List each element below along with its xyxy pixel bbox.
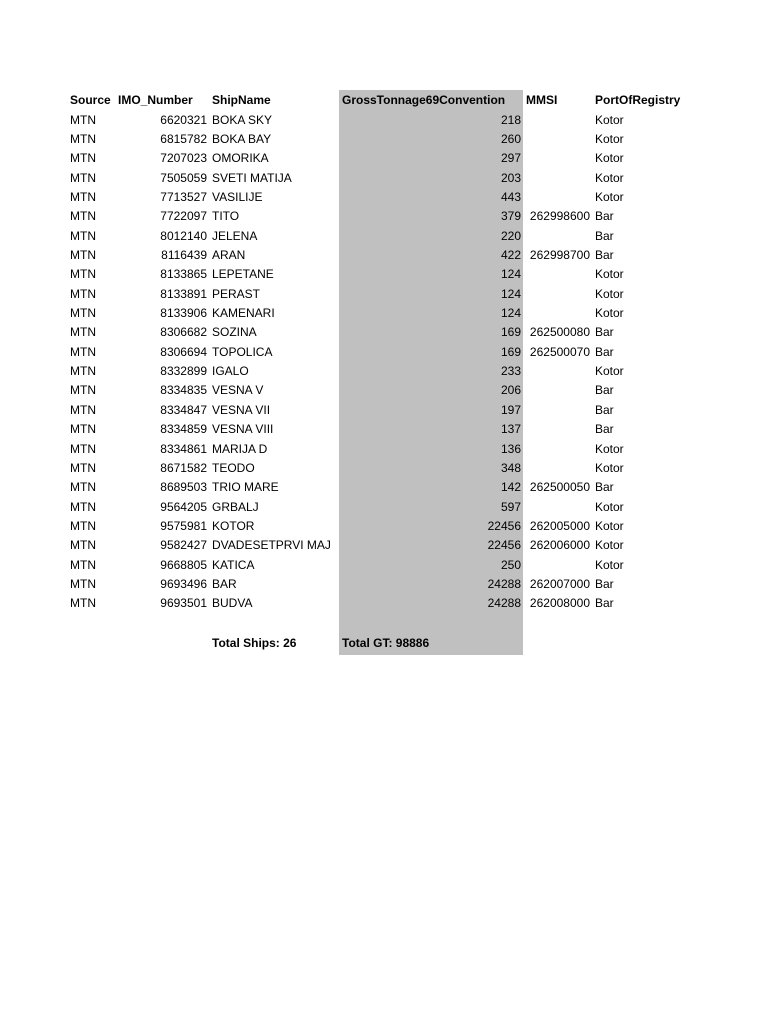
cell-ship-name: BAR: [212, 576, 237, 591]
cell-ship-name: BOKA BAY: [212, 131, 272, 146]
cell-port-of-registry: Bar: [595, 248, 614, 262]
cell-imo-number: 6815782: [160, 131, 207, 146]
cell-source: MTN: [70, 480, 96, 495]
table-row: [0, 111, 768, 130]
cell-ship-name: KAMENARI: [212, 306, 275, 320]
cell-imo-number: 8133891: [160, 286, 207, 301]
cell-imo-number: 8116439: [161, 248, 207, 262]
cell-source: MTN: [70, 306, 96, 320]
cell-port-of-registry: Kotor: [595, 538, 624, 553]
table-row: [0, 265, 768, 284]
cell-mmsi: 262998600: [529, 209, 590, 224]
cell-source: MTN: [70, 422, 96, 437]
total-gross-tonnage: Total GT: 98886: [342, 636, 430, 650]
cell-gross-tonnage: 220: [500, 228, 521, 243]
cell-source: MTN: [70, 402, 96, 417]
cell-mmsi: 262500070: [529, 344, 590, 359]
cell-ship-name: ARAN: [212, 248, 246, 262]
cell-gross-tonnage: 24288: [487, 576, 521, 591]
cell-ship-name: VESNA V: [212, 383, 264, 398]
header-port-of-registry: PortOfRegistry: [595, 93, 681, 107]
cell-ship-name: LEPETANE: [212, 267, 274, 282]
cell-ship-name: KOTOR: [212, 518, 255, 533]
cell-port-of-registry: Kotor: [595, 441, 624, 456]
table-row: [0, 169, 768, 188]
table-row: [0, 478, 768, 497]
table-row: [0, 130, 768, 149]
cell-source: MTN: [70, 112, 96, 127]
cell-imo-number: 9693501: [160, 596, 207, 611]
table-row: [0, 536, 768, 555]
cell-imo-number: 8332899: [160, 364, 207, 379]
cell-gross-tonnage: 422: [500, 248, 521, 262]
cell-source: MTN: [70, 325, 96, 340]
cell-gross-tonnage: 597: [500, 499, 521, 514]
cell-port-of-registry: Bar: [595, 576, 614, 591]
table-row: [0, 381, 768, 400]
cell-imo-number: 8334861: [160, 441, 207, 456]
cell-source: MTN: [70, 596, 96, 611]
cell-imo-number: 6620321: [160, 112, 207, 127]
cell-gross-tonnage: 169: [500, 325, 521, 340]
cell-port-of-registry: Kotor: [595, 267, 624, 282]
cell-port-of-registry: Kotor: [595, 557, 624, 572]
cell-ship-name: PERAST: [212, 286, 261, 301]
cell-ship-name: BUDVA: [212, 596, 253, 611]
cell-port-of-registry: Bar: [595, 228, 614, 243]
cell-imo-number: 8306694: [160, 344, 207, 359]
cell-port-of-registry: Kotor: [595, 364, 624, 379]
cell-imo-number: 9582427: [160, 538, 207, 553]
cell-source: MTN: [70, 441, 96, 456]
cell-imo-number: 9564205: [160, 499, 207, 514]
cell-gross-tonnage: 197: [500, 402, 521, 417]
cell-gross-tonnage: 22456: [487, 518, 521, 533]
cell-mmsi: 262998700: [529, 248, 590, 262]
cell-ship-name: IGALO: [212, 364, 249, 379]
cell-port-of-registry: Kotor: [595, 112, 624, 127]
table-row: [0, 401, 768, 420]
cell-gross-tonnage: 24288: [487, 596, 521, 611]
cell-source: MTN: [70, 499, 96, 514]
header-mmsi: MMSI: [526, 93, 558, 107]
table-row: [0, 459, 768, 478]
cell-source: MTN: [70, 267, 96, 282]
cell-imo-number: 9668805: [160, 557, 207, 572]
cell-ship-name: TOPOLICA: [212, 344, 273, 359]
cell-port-of-registry: Kotor: [595, 499, 624, 514]
cell-gross-tonnage: 137: [500, 422, 521, 437]
cell-gross-tonnage: 22456: [487, 538, 521, 553]
cell-source: MTN: [70, 344, 96, 359]
cell-port-of-registry: Kotor: [595, 170, 624, 185]
cell-imo-number: 8334835: [160, 383, 207, 398]
cell-ship-name: JELENA: [212, 228, 258, 243]
cell-source: MTN: [70, 518, 96, 533]
cell-imo-number: 7207023: [160, 151, 207, 166]
cell-source: MTN: [70, 170, 96, 185]
cell-mmsi: 262007000: [529, 576, 590, 591]
cell-gross-tonnage: 124: [500, 286, 521, 301]
cell-gross-tonnage: 443: [500, 189, 521, 204]
table-row: [0, 420, 768, 439]
cell-source: MTN: [70, 460, 96, 475]
cell-source: MTN: [70, 538, 96, 553]
cell-port-of-registry: Kotor: [595, 151, 624, 166]
cell-imo-number: 9693496: [160, 576, 207, 591]
cell-gross-tonnage: 136: [500, 441, 521, 456]
cell-imo-number: 7505059: [160, 170, 207, 185]
cell-port-of-registry: Kotor: [595, 306, 624, 320]
cell-ship-name: TITO: [212, 209, 240, 224]
cell-mmsi: 262005000: [529, 518, 590, 533]
cell-mmsi: 262500050: [529, 480, 590, 495]
table-row: [0, 343, 768, 362]
cell-ship-name: VESNA VIII: [212, 422, 274, 437]
cell-imo-number: 8671582: [160, 460, 207, 475]
table-row: [0, 594, 768, 613]
header-source: Source: [70, 93, 111, 107]
cell-port-of-registry: Kotor: [595, 460, 624, 475]
cell-source: MTN: [70, 576, 96, 591]
cell-source: MTN: [70, 364, 96, 379]
cell-source: MTN: [70, 286, 96, 301]
cell-port-of-registry: Bar: [595, 402, 614, 417]
cell-imo-number: 8334859: [160, 422, 207, 437]
cell-gross-tonnage: 142: [500, 480, 521, 495]
cell-imo-number: 8306682: [160, 325, 207, 340]
cell-source: MTN: [70, 209, 96, 224]
table-row: [0, 207, 768, 226]
table-row: [0, 362, 768, 381]
table-row: [0, 517, 768, 536]
header-ship-name: ShipName: [212, 93, 271, 107]
header-row: [0, 91, 768, 110]
cell-gross-tonnage: 124: [500, 267, 521, 282]
cell-imo-number: 8133906: [160, 306, 207, 320]
header-imo-number: IMO_Number: [118, 93, 193, 107]
cell-ship-name: GRBALJ: [212, 499, 259, 514]
cell-source: MTN: [70, 189, 96, 204]
cell-ship-name: TEODO: [212, 460, 255, 475]
cell-gross-tonnage: 218: [500, 112, 521, 127]
table-row: [0, 149, 768, 168]
cell-ship-name: VASILIJE: [212, 189, 263, 204]
table-row: [0, 285, 768, 304]
cell-gross-tonnage: 348: [500, 460, 521, 475]
cell-port-of-registry: Bar: [595, 383, 614, 398]
cell-gross-tonnage: 203: [500, 170, 521, 185]
cell-port-of-registry: Kotor: [595, 518, 624, 533]
cell-source: MTN: [70, 383, 96, 398]
cell-ship-name: KATICA: [212, 557, 255, 572]
cell-port-of-registry: Bar: [595, 344, 614, 359]
cell-port-of-registry: Kotor: [595, 131, 624, 146]
table-row: [0, 227, 768, 246]
cell-gross-tonnage: 379: [500, 209, 521, 224]
cell-imo-number: 8334847: [160, 402, 207, 417]
cell-ship-name: SVETI MATIJA: [212, 170, 292, 185]
cell-gross-tonnage: 260: [500, 131, 521, 146]
table-row: [0, 246, 768, 265]
cell-port-of-registry: Kotor: [595, 189, 624, 204]
cell-port-of-registry: Bar: [595, 325, 614, 340]
cell-ship-name: SOZINA: [212, 325, 257, 340]
cell-imo-number: 7713527: [160, 189, 207, 204]
cell-mmsi: 262006000: [529, 538, 590, 553]
table-row: [0, 556, 768, 575]
cell-gross-tonnage: 297: [500, 151, 521, 166]
cell-gross-tonnage: 250: [500, 557, 521, 572]
cell-ship-name: DVADESETPRVI MAJ: [212, 538, 331, 553]
cell-imo-number: 7722097: [160, 209, 207, 224]
cell-gross-tonnage: 169: [500, 344, 521, 359]
cell-source: MTN: [70, 557, 96, 572]
cell-port-of-registry: Bar: [595, 596, 614, 611]
totals-row: [0, 634, 768, 653]
cell-gross-tonnage: 233: [500, 364, 521, 379]
cell-gross-tonnage: 206: [500, 383, 521, 398]
table-row: [0, 188, 768, 207]
table-row: [0, 323, 768, 342]
table-row: [0, 498, 768, 517]
table-row: [0, 304, 768, 323]
cell-source: MTN: [70, 248, 96, 262]
cell-port-of-registry: Bar: [595, 422, 614, 437]
cell-imo-number: 8012140: [160, 228, 207, 243]
cell-ship-name: TRIO MARE: [212, 480, 279, 495]
cell-mmsi: 262008000: [529, 596, 590, 611]
header-gross-tonnage: GrossTonnage69Convention: [342, 93, 506, 107]
table-row: [0, 575, 768, 594]
cell-imo-number: 8133865: [160, 267, 207, 282]
cell-ship-name: MARIJA D: [212, 441, 268, 456]
cell-ship-name: VESNA VII: [212, 402, 271, 417]
table-row: [0, 440, 768, 459]
cell-port-of-registry: Bar: [595, 480, 614, 495]
cell-source: MTN: [70, 151, 96, 166]
cell-port-of-registry: Bar: [595, 209, 614, 224]
cell-source: MTN: [70, 131, 96, 146]
cell-ship-name: OMORIKA: [212, 151, 269, 166]
cell-ship-name: BOKA SKY: [212, 112, 273, 127]
total-ships: Total Ships: 26: [212, 636, 297, 650]
cell-mmsi: 262500080: [529, 325, 590, 340]
cell-port-of-registry: Kotor: [595, 286, 624, 301]
cell-imo-number: 9575981: [160, 518, 207, 533]
cell-gross-tonnage: 124: [500, 306, 521, 320]
cell-imo-number: 8689503: [160, 480, 207, 495]
cell-source: MTN: [70, 228, 96, 243]
